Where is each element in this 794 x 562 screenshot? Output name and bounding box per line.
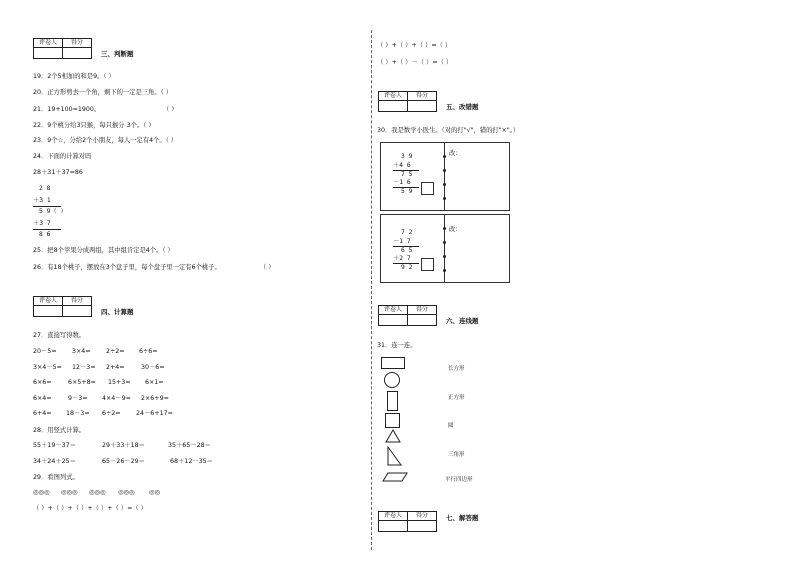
- score-label: 得分: [408, 306, 437, 315]
- shape-label[interactable]: 正方形: [448, 395, 465, 401]
- triangle-shape[interactable]: [385, 429, 401, 443]
- question-25: 25．把8个苹果分成两组，其中组肯定是4个。（ ）: [33, 247, 174, 254]
- score-label: 得分: [63, 39, 92, 48]
- fix-label: 改：: [449, 150, 462, 157]
- shape-label[interactable]: 长方形: [448, 366, 465, 372]
- question-29: 29．看图列式。: [33, 474, 79, 481]
- column-divider: [371, 30, 372, 550]
- question-19: 19．2个5相加的和是9。（ ）: [33, 73, 115, 80]
- score-label: 得分: [408, 92, 437, 101]
- column-calc: 35＋65－28＝: [168, 442, 211, 449]
- reviewer-label: 评卷人: [379, 306, 408, 315]
- mental-calc: 2÷2=: [106, 348, 125, 355]
- card-digit-line: ＋4 6: [393, 162, 411, 169]
- column-calc: 68＋12－35＝: [170, 458, 213, 465]
- reviewer-label: 评卷人: [34, 297, 63, 306]
- score-table-7: [378, 511, 437, 532]
- shape-label[interactable]: 圆: [448, 423, 454, 429]
- vertical-rule-1: [33, 206, 61, 207]
- question-26: 26．有18个桃子，摆放在3个盘子里，每个盘子里一定有6个桃子。: [33, 264, 221, 271]
- question-31: 31．连一连。: [377, 342, 417, 349]
- binding-dot: [443, 227, 446, 230]
- answer-box[interactable]: [421, 258, 434, 271]
- mental-calc: 3×4－5=: [33, 364, 62, 371]
- mental-calc: 6×5+8=: [68, 379, 96, 386]
- score-label: 得分: [408, 512, 437, 521]
- mental-calc: 6×4=: [33, 395, 52, 402]
- correction-card-1: [380, 142, 510, 211]
- card-digit-line: －1 6: [393, 179, 411, 186]
- rectangle-shape[interactable]: [381, 357, 405, 369]
- shape-label[interactable]: 三角形: [448, 452, 465, 458]
- circle-group: ◎◎◎: [33, 489, 50, 496]
- right-triangle-shape[interactable]: [386, 446, 402, 466]
- score-table-4: [33, 296, 92, 317]
- mental-calc: 15+3=: [108, 379, 131, 386]
- question-29-formula: （ ）+（ ）+（ ）+（ ）+（ ）=（ ）: [33, 505, 147, 512]
- mental-calc: 4×4－9=: [102, 395, 131, 402]
- circle-group: ◎◎◎: [89, 489, 106, 496]
- mental-calc: 24－6+17=: [136, 410, 173, 417]
- circle-shape[interactable]: [384, 372, 400, 388]
- mental-calc: 6×6=: [33, 379, 52, 386]
- question-20: 20．正方形剪去一个角，剩下的一定是三角。（ ）: [33, 89, 173, 96]
- mental-calc: 3×4=: [72, 348, 91, 355]
- column-calc: 34＋24＋25＝: [33, 458, 76, 465]
- answer-box[interactable]: [421, 182, 434, 195]
- section-title-4: 四、计算题: [101, 308, 134, 316]
- vertical-line-5: 8 6: [39, 231, 51, 238]
- reviewer-label: 评卷人: [34, 39, 63, 48]
- section-title-7: 七、解答题: [446, 514, 479, 522]
- column-calc: 65－26－29＝: [102, 458, 145, 465]
- card-digit-line: 9 2: [401, 264, 413, 271]
- mental-calc: 2×6+9=: [141, 395, 169, 402]
- reviewer-label: 评卷人: [379, 92, 408, 101]
- question-24: 24．下面的计算对吗: [33, 153, 92, 160]
- vertical-line-1: 2 8: [39, 185, 51, 192]
- reviewer-label: 评卷人: [379, 512, 408, 521]
- score-table-5: [378, 91, 437, 112]
- section-title-6: 六、连线题: [446, 317, 479, 325]
- mental-calc: 6÷2=: [102, 410, 121, 417]
- tall-rectangle-shape[interactable]: [387, 391, 398, 411]
- card-digit-line: －1 7: [393, 238, 411, 245]
- binding-dot: [443, 197, 446, 200]
- mental-calc: 12－3=: [72, 364, 96, 371]
- correction-card-2: [380, 214, 510, 283]
- question-22: 22．9个桃分给3只猴，每只猴分 3个。（ ）: [33, 122, 155, 129]
- card-digit-line: 3 9: [401, 153, 413, 160]
- binding-dot: [443, 155, 446, 158]
- binding-dot: [443, 241, 446, 244]
- question-23: 23．9个☆，分给2个小朋友，每人一定有4个。（ ）: [33, 137, 178, 144]
- mental-calc: 18－3=: [66, 410, 90, 417]
- binding-dot: [443, 255, 446, 258]
- binding-dot: [443, 183, 446, 186]
- shape-label[interactable]: 平行四边形: [445, 477, 473, 483]
- section-title-5: 五、改错题: [446, 103, 479, 111]
- formula-line-2: （ ）+（ ）－（ ）=（ ）: [377, 59, 453, 66]
- vertical-line-4: ＋3 7: [33, 220, 51, 227]
- vertical-line-2: ＋3 1: [33, 197, 51, 204]
- question-24-expression: 28＋31＋37=86: [33, 169, 83, 176]
- square-shape[interactable]: [385, 413, 400, 428]
- question-27: 27．直接写得数。: [33, 332, 86, 339]
- vertical-line-3: 5 9（ ）: [39, 208, 67, 215]
- card-digit-line: ＋2 7: [393, 255, 411, 262]
- score-table-3: [33, 38, 92, 59]
- section-title-3: 三、判断题: [101, 50, 134, 58]
- question-21-blank: （ ）: [163, 106, 178, 113]
- binding-dot: [443, 269, 446, 272]
- column-calc: 55＋19－37＝: [33, 442, 76, 449]
- score-table-6: [378, 305, 437, 326]
- parallelogram-shape[interactable]: [382, 472, 408, 482]
- formula-line-1: （ ）+（ ）+（ ）=（ ）: [377, 42, 452, 49]
- question-30: 30．我是数学小医生。（对的打"√"，错的打"×"。）: [377, 127, 520, 134]
- mental-calc: 2+4=: [106, 364, 125, 371]
- question-26-blank: （ ）: [260, 264, 275, 271]
- mental-calc: 30－6=: [141, 364, 165, 371]
- mental-calc: 6+4=: [33, 410, 52, 417]
- mental-calc: 9－3=: [68, 395, 88, 402]
- card-digit-line: 6 5: [401, 247, 413, 254]
- mental-calc: 20－5=: [33, 348, 57, 355]
- vertical-rule-2: [33, 229, 61, 230]
- question-28: 28．用竖式计算。: [33, 427, 86, 434]
- question-21: 21．19+100=1900。: [33, 106, 101, 113]
- fix-label: 改：: [449, 226, 462, 233]
- card-digit-line: 5 9: [401, 188, 413, 195]
- circle-group: ◎◎: [149, 489, 160, 496]
- mental-calc: 6×1=: [145, 379, 164, 386]
- circle-group: ◎◎◎: [61, 489, 78, 496]
- card-digit-line: 7 5: [401, 171, 413, 178]
- card-digit-line: 7 2: [401, 229, 413, 236]
- mental-calc: 6÷6=: [139, 348, 158, 355]
- column-calc: 29＋33＋18＝: [102, 442, 145, 449]
- binding-dot: [443, 169, 446, 172]
- circle-group: ◎◎◎: [118, 489, 135, 496]
- score-label: 得分: [63, 297, 92, 306]
